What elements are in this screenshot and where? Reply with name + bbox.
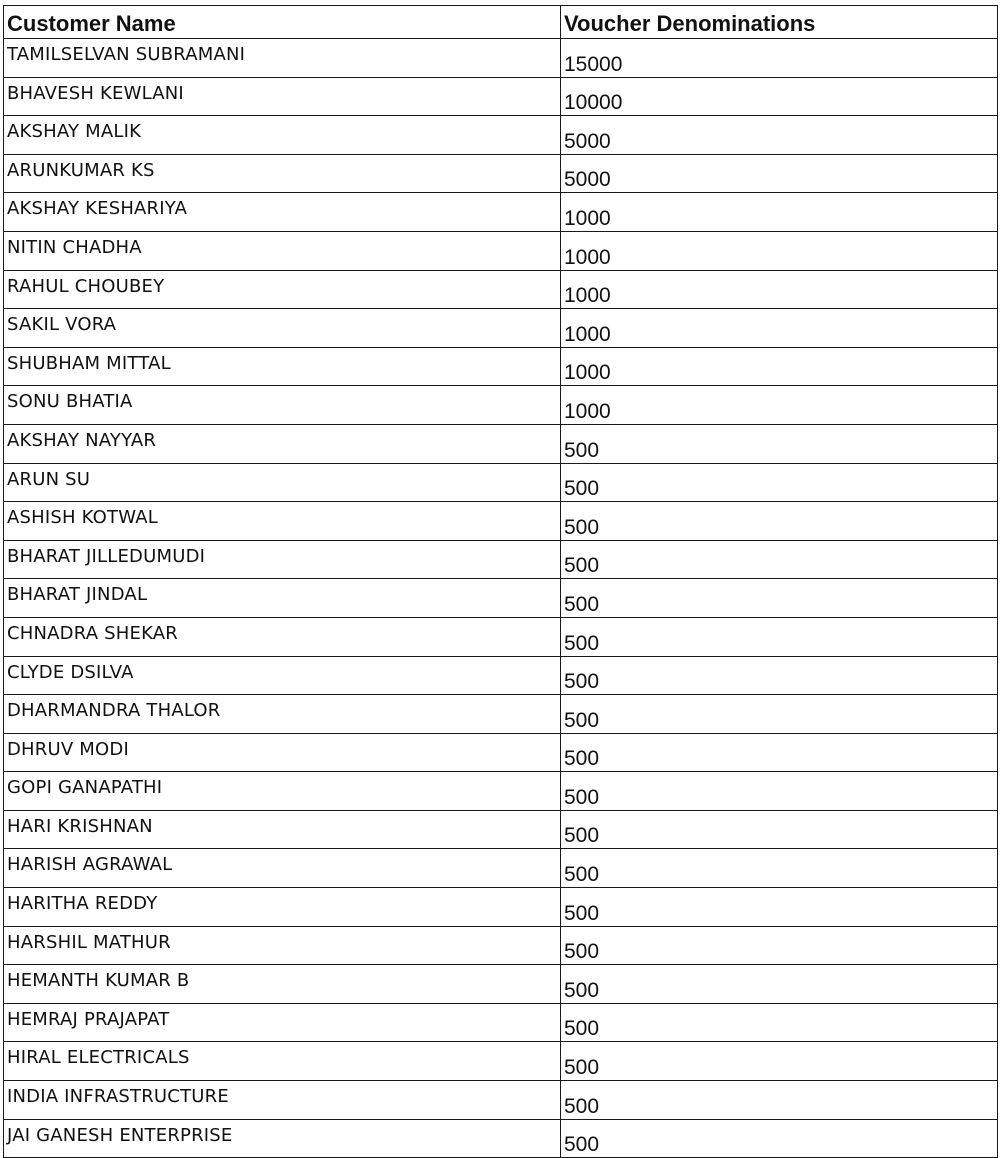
voucher-amount-cell[interactable]: 5000 bbox=[561, 154, 998, 193]
voucher-amount-cell[interactable]: 1000 bbox=[561, 231, 998, 270]
customer-name-cell[interactable]: JAI GANESH ENTERPRISE bbox=[4, 1119, 561, 1158]
customer-name-cell[interactable]: DHRUV MODI bbox=[4, 733, 561, 772]
voucher-amount-cell[interactable]: 1000 bbox=[561, 386, 998, 425]
customer-name-cell[interactable]: NITIN CHADHA bbox=[4, 231, 561, 270]
voucher-amount-cell[interactable]: 500 bbox=[561, 965, 998, 1004]
voucher-amount-cell[interactable]: 1000 bbox=[561, 193, 998, 232]
voucher-amount-cell[interactable]: 500 bbox=[561, 810, 998, 849]
table-row bbox=[4, 386, 998, 425]
table-row bbox=[4, 347, 998, 386]
table-row bbox=[4, 656, 998, 695]
table-row bbox=[4, 463, 998, 502]
customer-name-cell[interactable]: GOPI GANAPATHI bbox=[4, 772, 561, 811]
table-row bbox=[4, 617, 998, 656]
voucher-amount-cell[interactable]: 500 bbox=[561, 926, 998, 965]
customer-name-cell[interactable]: RAHUL CHOUBEY bbox=[4, 270, 561, 309]
customer-name-cell[interactable]: BHAVESH KEWLANI bbox=[4, 77, 561, 116]
voucher-amount-cell[interactable]: 500 bbox=[561, 1003, 998, 1042]
voucher-amount-cell[interactable]: 500 bbox=[561, 772, 998, 811]
voucher-amount-cell[interactable]: 500 bbox=[561, 656, 998, 695]
customer-name-cell[interactable]: HEMANTH KUMAR B bbox=[4, 965, 561, 1004]
table-row bbox=[4, 231, 998, 270]
voucher-amount-cell[interactable]: 1000 bbox=[561, 270, 998, 309]
table-row bbox=[4, 193, 998, 232]
customer-name-cell[interactable]: HARSHIL MATHUR bbox=[4, 926, 561, 965]
customer-name-cell[interactable]: HIRAL ELECTRICALS bbox=[4, 1042, 561, 1081]
customer-name-cell[interactable]: SAKIL VORA bbox=[4, 309, 561, 348]
customer-name-cell[interactable]: AKSHAY KESHARIYA bbox=[4, 193, 561, 232]
customer-name-cell[interactable]: BHARAT JINDAL bbox=[4, 579, 561, 618]
voucher-amount-cell[interactable]: 500 bbox=[561, 888, 998, 927]
voucher-amount-cell[interactable]: 500 bbox=[561, 579, 998, 618]
customer-name-cell[interactable]: BHARAT JILLEDUMUDI bbox=[4, 540, 561, 579]
table-row bbox=[4, 1042, 998, 1081]
customer-name-cell[interactable]: CHNADRA SHEKAR bbox=[4, 617, 561, 656]
table-row bbox=[4, 849, 998, 888]
customer-name-cell[interactable]: SONU BHATIA bbox=[4, 386, 561, 425]
customer-name-cell[interactable]: TAMILSELVAN SUBRAMANI bbox=[4, 39, 561, 78]
voucher-amount-cell[interactable]: 500 bbox=[561, 1119, 998, 1158]
table-row bbox=[4, 772, 998, 811]
customer-name-cell[interactable]: HARISH AGRAWAL bbox=[4, 849, 561, 888]
table-row bbox=[4, 502, 998, 541]
table-row bbox=[4, 540, 998, 579]
customer-name-cell[interactable]: HARI KRISHNAN bbox=[4, 810, 561, 849]
table-row bbox=[4, 1081, 998, 1120]
header-row bbox=[4, 6, 998, 39]
voucher-amount-cell[interactable]: 500 bbox=[561, 540, 998, 579]
table-row bbox=[4, 116, 998, 155]
voucher-amount-cell[interactable]: 500 bbox=[561, 1042, 998, 1081]
voucher-amount-cell[interactable]: 10000 bbox=[561, 77, 998, 116]
customer-name-cell[interactable]: HARITHA REDDY bbox=[4, 888, 561, 927]
voucher-amount-cell[interactable]: 1000 bbox=[561, 347, 998, 386]
voucher-amount-cell[interactable]: 500 bbox=[561, 463, 998, 502]
table-row bbox=[4, 270, 998, 309]
voucher-amount-cell[interactable]: 500 bbox=[561, 695, 998, 734]
voucher-amount-cell[interactable]: 1000 bbox=[561, 309, 998, 348]
table-row bbox=[4, 77, 998, 116]
voucher-amount-cell[interactable]: 15000 bbox=[561, 39, 998, 78]
table-row bbox=[4, 733, 998, 772]
customer-name-cell[interactable]: ARUNKUMAR KS bbox=[4, 154, 561, 193]
table-row bbox=[4, 39, 998, 78]
voucher-amount-cell[interactable]: 500 bbox=[561, 1081, 998, 1120]
table-row bbox=[4, 926, 998, 965]
voucher-amount-cell[interactable]: 500 bbox=[561, 617, 998, 656]
customer-name-cell[interactable]: HEMRAJ PRAJAPAT bbox=[4, 1003, 561, 1042]
customer-name-cell[interactable]: AKSHAY NAYYAR bbox=[4, 424, 561, 463]
voucher-amount-cell[interactable]: 5000 bbox=[561, 116, 998, 155]
voucher-amount-cell[interactable]: 500 bbox=[561, 849, 998, 888]
table-row bbox=[4, 424, 998, 463]
customer-name-cell[interactable]: CLYDE DSILVA bbox=[4, 656, 561, 695]
customer-name-cell[interactable]: ASHISH KOTWAL bbox=[4, 502, 561, 541]
table-row bbox=[4, 695, 998, 734]
table-row bbox=[4, 579, 998, 618]
table-row bbox=[4, 309, 998, 348]
table-row bbox=[4, 965, 998, 1004]
voucher-amount-cell[interactable]: 500 bbox=[561, 733, 998, 772]
customer-name-cell[interactable]: SHUBHAM MITTAL bbox=[4, 347, 561, 386]
customer-name-header[interactable]: Customer Name bbox=[4, 6, 561, 39]
table-row bbox=[4, 888, 998, 927]
voucher-denominations-header[interactable]: Voucher Denominations bbox=[561, 6, 998, 39]
customer-name-cell[interactable]: DHARMANDRA THALOR bbox=[4, 695, 561, 734]
voucher-amount-cell[interactable]: 500 bbox=[561, 424, 998, 463]
table-row bbox=[4, 154, 998, 193]
voucher-table bbox=[3, 5, 998, 1158]
table-row bbox=[4, 810, 998, 849]
table-row bbox=[4, 1119, 998, 1158]
customer-name-cell[interactable]: INDIA INFRASTRUCTURE bbox=[4, 1081, 561, 1120]
table-row bbox=[4, 1003, 998, 1042]
customer-name-cell[interactable]: ARUN SU bbox=[4, 463, 561, 502]
voucher-amount-cell[interactable]: 500 bbox=[561, 502, 998, 541]
customer-name-cell[interactable]: AKSHAY MALIK bbox=[4, 116, 561, 155]
